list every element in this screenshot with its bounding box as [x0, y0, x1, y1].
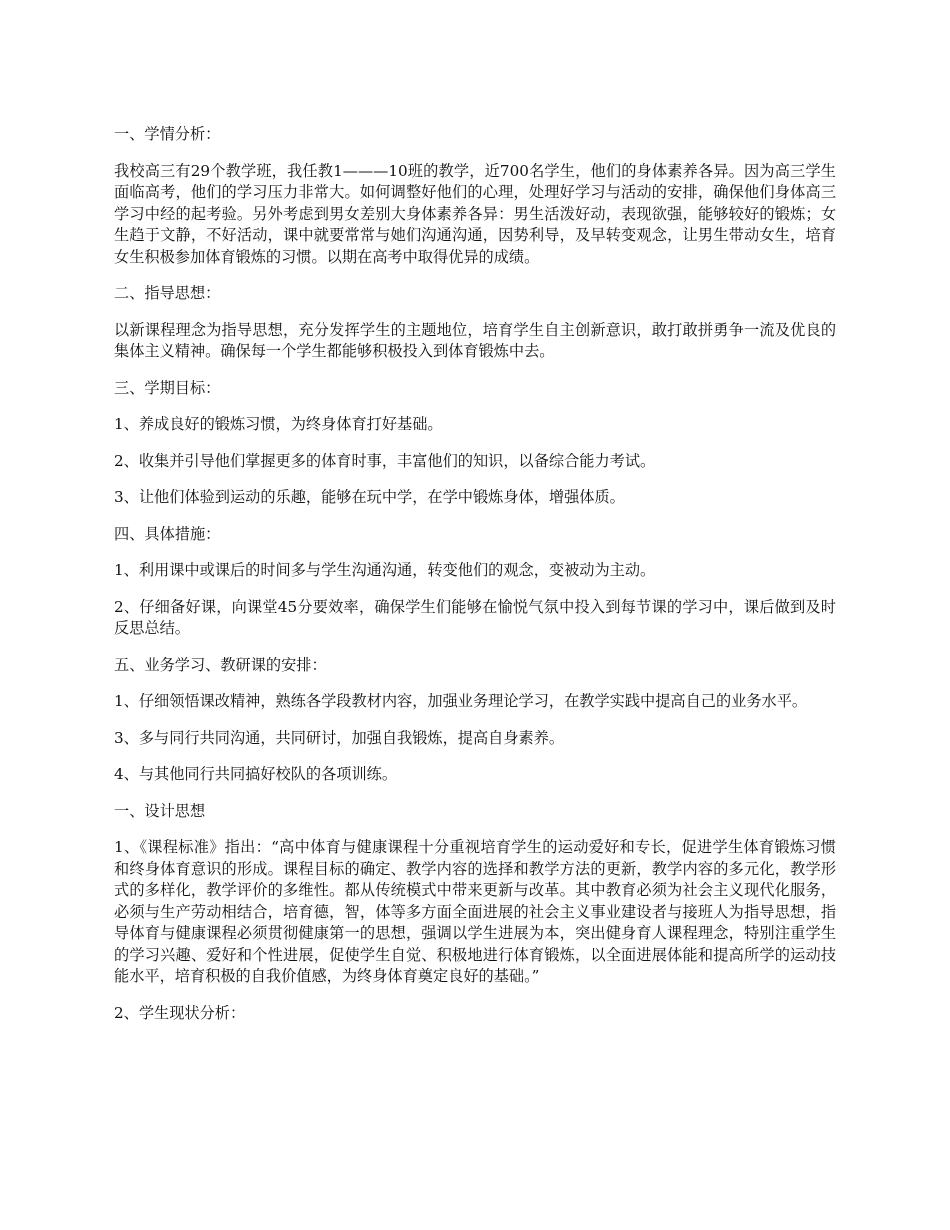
goal-item-1: 1、养成良好的锻炼习惯，为终身体育打好基础。: [114, 415, 443, 433]
section-heading-student-status: 2、学生现状分析：: [114, 1003, 246, 1022]
measure-item-2: 2、仔细备好课，向课堂45分要效率，确保学生们能够在愉悦气氛中投入到每节课的学习中，课后做到及时反思总结。: [114, 597, 836, 637]
section-heading-professional-study: 五、业务学习、教研课的安排：: [114, 655, 327, 674]
study-item-3: 3、多与同行共同沟通，共同研讨，加强自我锻炼，提高自身素养。: [114, 728, 565, 747]
measure-item-1: 1、利用课中或课后的时间多与学生沟通沟通，转变他们的观念，变被动为主动。: [114, 561, 656, 579]
goal-item-3: 3、让他们体验到运动的乐趣，能够在玩中学，在学中锻炼身体，增强体质。: [114, 488, 625, 506]
section-heading-design-thought: 一、设计思想: [114, 801, 206, 820]
paragraph-situation-analysis: 我校高三有29个教学班，我任教1———10班的教学，近700名学生，他们的身体素养各异。因为高三学生面临高考，他们的学习压力非常大。如何调整好他们的心理，处理好学习与活动的安排，确保他们身体高三学习中经的起考验。另外考虑到男女差别大身体素养各异：男生活泼好动，表现欲强，能够较好的锻炼；女生趋于文静，不好活动，课中就要常常与她们沟通沟通，因势利导，及早转变观念，让男生带动女生，培育女生积极参加体育锻炼的习惯。以期在高考中取得优异的成绩。: [114, 161, 836, 266]
section-heading-situation-analysis: 一、学情分析：: [114, 125, 221, 143]
section-heading-semester-goals: 三、学期目标：: [114, 378, 221, 397]
study-item-1: 1、仔细领悟课改精神，熟练各学段教材内容，加强业务理论学习，在教学实践中提高自己的业务水平。: [114, 692, 808, 710]
document-body: [114, 124, 836, 1039]
study-item-4: 4、与其他同行共同搞好校队的各项训练。: [114, 765, 398, 783]
section-heading-guiding-thought: 二、指导思想：: [114, 284, 221, 302]
section-heading-measures: 四、具体措施：: [114, 524, 221, 543]
goal-item-2: 2、收集并引导他们掌握更多的体育时事，丰富他们的知识，以备综合能力考试。: [114, 451, 656, 470]
paragraph-guiding-thought: 以新课程理念为指导思想，充分发挥学生的主题地位，培育学生自主创新意识，敢打敢拼勇争一流及优良的集体主义精神。确保每一个学生都能够积极投入到体育锻炼中去。: [114, 320, 836, 360]
paragraph-curriculum-standard: 1、《课程标准》指出：“高中体育与健康课程十分重视培育学生的运动爱好和专长，促进学生体育锻炼习惯和终身体育意识的形成。课程目标的确定、教学内容的选择和教学方法的更新，教学内容的多元化，教学形式的多样化，教学评价的多维性。都从传统模式中带来更新与改革。其中教育必须为社会主义现代化服务，必须与生产劳动相结合，培育德，智，体等多方面全面进展的社会主义事业建设者与接班人为指导思想，指导体育与健康课程必须贯彻健康第一的思想，强调以学生进展为本，突出健身育人课程理念，特别注重学生的学习兴趣、爱好和个性进展，促使学生自觉、积极地进行体育锻炼，以全面进展体能和提高所学的运动技能水平，培育积极的自我价值感，为终身体育奠定良好的基础。”: [114, 838, 836, 985]
